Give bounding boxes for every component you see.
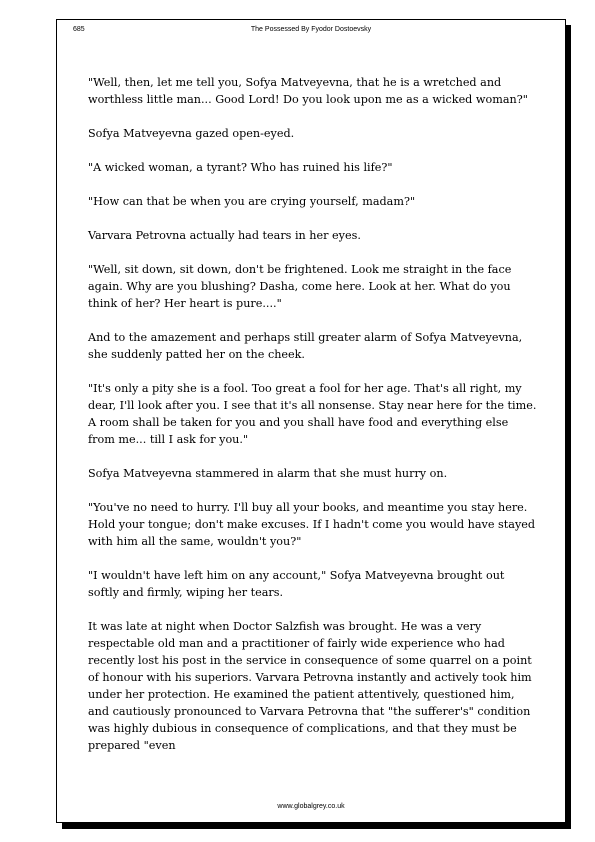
page-number: 685 <box>73 26 85 33</box>
page-shadow-bottom <box>62 823 571 829</box>
paragraph: Sofya Matveyevna stammered in alarm that she must hurry on. <box>88 467 448 480</box>
paragraph: It was late at night when Doctor Salzfish was brought. He was a very respectable old man and a practitioner of fairly wide experience who had recently lost his post in the service in consequence of some quarrel on a point of honour with his superiors. Varvara Petrovna instantly and actively took him under her protection. He examined the patient attentively, questioned him, and cautiously pronounced to Varvara Petrovna that "the sufferer's" condition was highly dubious in consequence of complications, and that they must be prepared "even <box>88 620 532 752</box>
paragraph: "Well, sit down, sit down, don't be frightened. Look me straight in the face again. Why are you blushing? Dasha, come here. Look at her. What do you think of her? Her heart is pure...." <box>88 263 512 310</box>
paragraph: "How can that be when you are crying yourself, madam?" <box>88 195 416 208</box>
paragraph: "You've no need to hurry. I'll buy all your books, and meantime you stay here. Hold your tongue; don't make excuses. If I hadn't come you would have stayed with him all the same, wouldn't you?" <box>88 501 536 548</box>
paragraph: And to the amazement and perhaps still greater alarm of Sofya Matveyevna, she suddenly patted her on the cheek. <box>88 331 523 361</box>
footer-url[interactable]: www.globalgrey.co.uk <box>277 803 345 810</box>
paragraph: "Well, then, let me tell you, Sofya Matveyevna, that he is a wretched and worthless little man... Good Lord! Do you look upon me as a wicked woman?" <box>88 76 528 106</box>
page-shadow-right <box>566 25 571 829</box>
paragraph: Sofya Matveyevna gazed open-eyed. <box>88 127 295 140</box>
body-text <box>88 74 538 771</box>
page-header <box>56 26 566 40</box>
paragraph: "A wicked woman, a tyrant? Who has ruined his life?" <box>88 161 393 174</box>
paragraph: Varvara Petrovna actually had tears in her eyes. <box>88 229 361 242</box>
paragraph: "I wouldn't have left him on any account," Sofya Matveyevna brought out softly and firmly, wiping her tears. <box>88 569 505 599</box>
paragraph: "It's only a pity she is a fool. Too great a fool for her age. That's all right, my dear, I'll look after you. I see that it's all nonsense. Stay near here for the time. A room shall be taken for you and you shall have food and everything else from me... till I ask for you." <box>88 382 537 446</box>
running-title: The Possessed By Fyodor Dostoevsky <box>250 26 372 33</box>
